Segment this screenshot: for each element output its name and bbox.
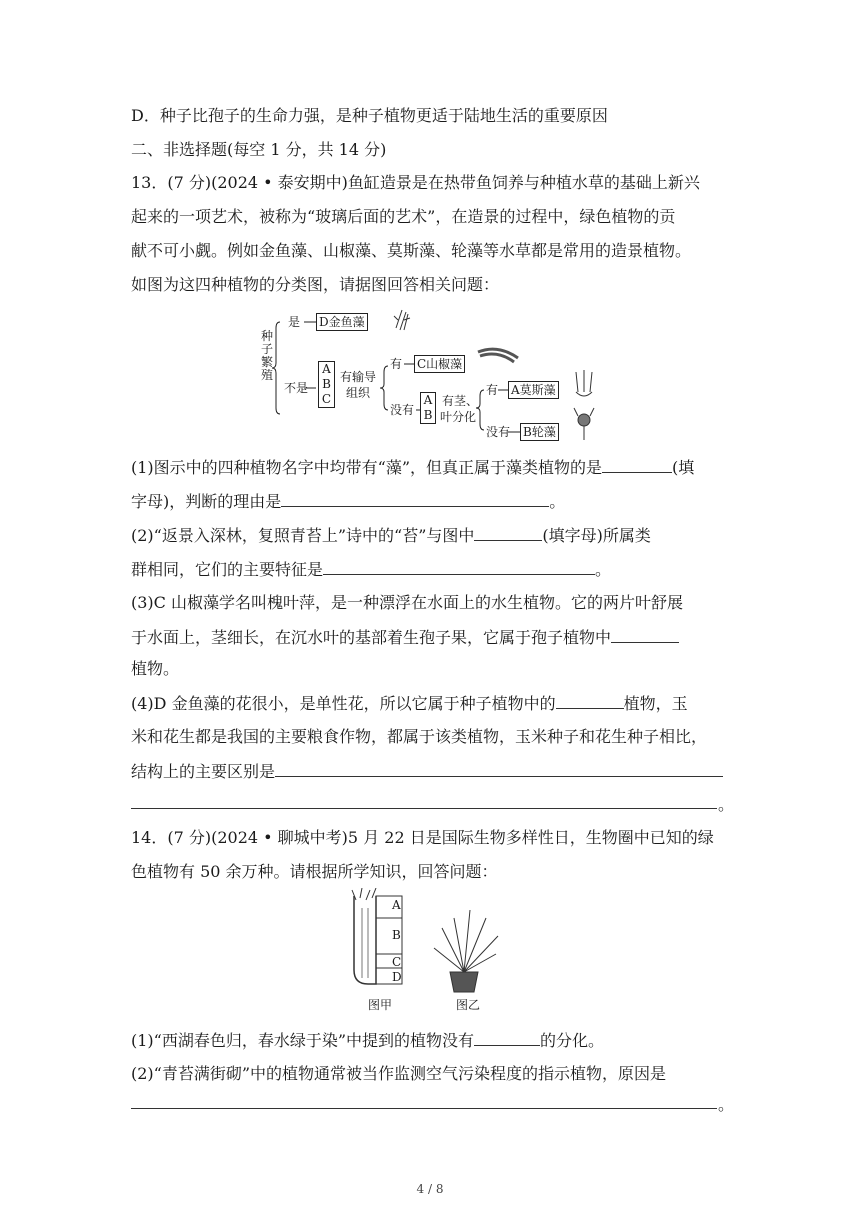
q13-p4-line2: 米和花生都是我国的主要粮食作物，都属于该类植物，玉米种子和花生种子相比， bbox=[131, 727, 708, 746]
node-ab bbox=[420, 392, 436, 424]
node-d: D金鱼藻 bbox=[316, 313, 368, 331]
answer-blank[interactable] bbox=[281, 491, 549, 507]
q13-p4-line1 bbox=[131, 693, 731, 714]
q13-p2-line1 bbox=[131, 525, 731, 546]
answer-line[interactable] bbox=[131, 1108, 717, 1109]
q13-p3-line3: 植物。 bbox=[131, 659, 180, 678]
answer-blank[interactable] bbox=[275, 761, 723, 777]
q13-p4-text: (4)D 金鱼藻的花很小，是单性花，所以它属于种子植物中的 bbox=[131, 694, 556, 713]
q13-text-2: 起来的一项艺术，被称为“玻璃后面的艺术”，在造景的过程中，绿色植物的贡 bbox=[131, 207, 676, 226]
none-label-2: 没有 bbox=[486, 425, 511, 439]
node-abc bbox=[318, 361, 335, 408]
q13-p2-feature: 群相同，它们的主要特征是 bbox=[131, 560, 324, 579]
q13-p2-line2 bbox=[131, 559, 731, 580]
no-label: 不是 bbox=[284, 381, 309, 395]
node-ab-b: B bbox=[423, 408, 433, 422]
q14-text-1: 14．(7 分)(2024 • 聊城中考)5 月 22 日是国际生物多样性日，生物圈中已知的绿 bbox=[131, 828, 714, 847]
answer-blank[interactable] bbox=[556, 693, 624, 709]
label-c: C bbox=[392, 955, 402, 969]
q13-p3-line2 bbox=[131, 627, 731, 648]
q13-p3-text: 于水面上，茎细长，在沉水叶的基部着生孢子果，它属于孢子植物中 bbox=[131, 628, 612, 647]
label-b: B bbox=[392, 928, 401, 942]
node-abc-c: C bbox=[321, 392, 332, 406]
figure-jia-yi bbox=[346, 888, 526, 1018]
node-c: C山椒藻 bbox=[414, 355, 465, 373]
vascular-label: 有输导 bbox=[340, 370, 377, 384]
caption-yi: 图乙 bbox=[456, 998, 481, 1012]
option-d: D．种子比孢子的生命力强，是种子植物更适于陆地生活的重要原因 bbox=[131, 106, 608, 125]
q14-p2-line: (2)“青苔满街砌”中的植物通常被当作监测空气污染程度的指示植物，原因是 bbox=[131, 1064, 667, 1083]
q13-p1-reason: 字母)，判断的理由是 bbox=[131, 492, 282, 511]
period: 。 bbox=[718, 1095, 735, 1114]
period: 。 bbox=[718, 795, 735, 814]
section-heading: 二、非选择题(每空 1 分，共 14 分) bbox=[131, 140, 387, 159]
caption-jia: 图甲 bbox=[368, 998, 393, 1012]
label-d: D bbox=[392, 970, 402, 984]
q13-p1-text-end: (填 bbox=[672, 458, 695, 477]
q13-p2-text: (2)“返景入深林，复照青苔上”诗中的“苔”与图中 bbox=[131, 526, 475, 545]
has-label-2: 有 bbox=[486, 383, 499, 397]
node-abc-a: A bbox=[322, 362, 331, 376]
q13-text-3: 献不可小觑。例如金鱼藻、山椒藻、莫斯藻、轮藻等水草都是常用的造景植物。 bbox=[131, 241, 692, 260]
q13-p4-difference: 结构上的主要区别是 bbox=[131, 762, 276, 781]
stem-leaf-label: 有茎、 bbox=[442, 394, 479, 408]
answer-blank[interactable] bbox=[602, 457, 672, 473]
vascular-label-2: 组织 bbox=[346, 386, 371, 400]
classification-diagram bbox=[258, 308, 610, 444]
node-abc-b: B bbox=[322, 377, 331, 391]
period: 。 bbox=[549, 492, 566, 511]
q14-p1-line bbox=[131, 1030, 731, 1051]
root-label: 种子繁殖 bbox=[260, 329, 273, 382]
label-a: A bbox=[392, 898, 401, 912]
stem-leaf-label-2: 叶分化 bbox=[440, 410, 477, 424]
q13-p3-line1: (3)C 山椒藻学名叫槐叶萍，是一种漂浮在水面上的水生植物。它的两片叶舒展 bbox=[131, 593, 683, 612]
answer-blank[interactable] bbox=[611, 627, 679, 643]
q13-p1-text: (1)图示中的四种植物名字中均带有“藻”，但真正属于藻类植物的是 bbox=[131, 458, 603, 477]
q13-p1-line1 bbox=[131, 457, 731, 478]
q13-text-1: 13．(7 分)(2024 • 泰安期中)鱼缸造景是在热带鱼饲养与种植水草的基础上新兴 bbox=[131, 173, 700, 192]
answer-blank[interactable] bbox=[323, 559, 595, 575]
q14-p1-text: (1)“西湖春色归，春水绿于染”中提到的植物没有 bbox=[131, 1031, 475, 1050]
has-label-1: 有 bbox=[390, 357, 403, 371]
q13-p4-text-end: 植物，玉 bbox=[623, 694, 688, 713]
node-a: A莫斯藻 bbox=[508, 381, 559, 399]
answer-line[interactable] bbox=[131, 808, 717, 809]
q13-p4-line3 bbox=[131, 761, 731, 782]
q13-p1-line2 bbox=[131, 491, 731, 512]
period: 。 bbox=[595, 560, 612, 579]
q14-text-2: 色植物有 50 余万种。请根据所学知识，回答问题： bbox=[131, 862, 498, 881]
answer-blank[interactable] bbox=[474, 525, 542, 541]
q13-p2-text-end: (填字母)所属类 bbox=[542, 526, 651, 545]
yes-label: 是 bbox=[288, 315, 301, 329]
q13-text-4: 如图为这四种植物的分类图，请据图回答相关问题： bbox=[131, 275, 500, 294]
none-label-1: 没有 bbox=[390, 403, 415, 417]
q14-p1-text-end: 的分化。 bbox=[540, 1031, 605, 1050]
node-b: B轮藻 bbox=[520, 423, 559, 441]
answer-blank[interactable] bbox=[474, 1030, 540, 1046]
node-ab-a: A bbox=[423, 393, 433, 407]
page-number: 4 / 8 bbox=[416, 1182, 444, 1196]
